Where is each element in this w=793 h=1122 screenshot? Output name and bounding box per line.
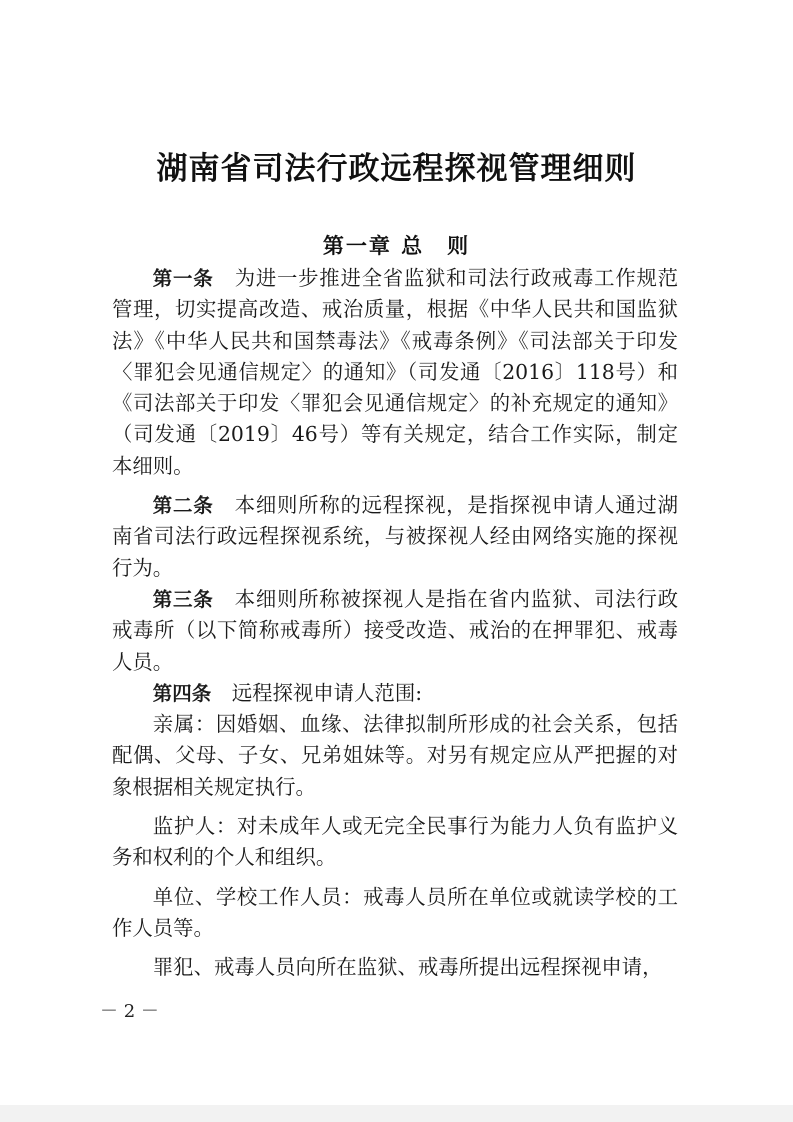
- article-label: 第一条: [152, 267, 214, 290]
- article-label: 第四条: [152, 681, 212, 705]
- article-text: 本细则所称被探视人是指在省内监狱、司法行政戒毒所（以下简称戒毒所）接受改造、戒治的在押罪犯、戒毒人员。: [112, 586, 678, 674]
- page-number: － 2 －: [100, 1001, 159, 1022]
- article-2: [112, 490, 678, 584]
- article-1: [112, 263, 678, 482]
- paragraph: 罪犯、戒毒人员向所在监狱、戒毒所提出远程探视申请，: [152, 955, 663, 980]
- article-4: [112, 678, 678, 709]
- article-label: 第二条: [152, 494, 214, 518]
- paragraph: 亲属：因婚姻、血缘、法律拟制所形成的社会关系，包括配偶、父母、子女、兄弟姐妹等。对另有规定应从严把握的对象根据相关规定执行。: [112, 712, 678, 799]
- article-3: [112, 584, 678, 678]
- article-text: 远程探视申请人范围:: [231, 680, 423, 705]
- chapter-heading: 第一章 总 则: [322, 233, 471, 258]
- scan-bottom-edge: [0, 1105, 793, 1122]
- document-title: 湖南省司法行政远程探视管理细则: [156, 151, 637, 187]
- paragraph: 单位、学校工作人员：戒毒人员所在单位或就读学校的工作人员等。: [112, 884, 678, 940]
- document-body: [112, 263, 678, 984]
- article-label: 第三条: [152, 587, 214, 611]
- paragraph: 监护人：对未成年人或无完全民事行为能力人负有监护义务和权利的个人和组织。: [112, 814, 678, 870]
- article-text: 本细则所称的远程探视，是指探视申请人通过湖南省司法行政远程探视系统，与被探视人经由网络实施的探视行为。: [112, 493, 678, 580]
- article-text: 为进一步推进全省监狱和司法行政戒毒工作规范管理，切实提高改造、戒治质量，根据《中华人民共和国监狱法》《中华人民共和国禁毒法》《戒毒条例》《司法部关于印发〈罪犯会见通信规定〉的通知》（司发通〔2016〕118号）和《司法部关于印发〈罪犯会见通信规定〉的补充规定的通知》（司发通〔2019〕46号）等有关规定，结合工作实际，制定本细则。: [112, 266, 678, 478]
